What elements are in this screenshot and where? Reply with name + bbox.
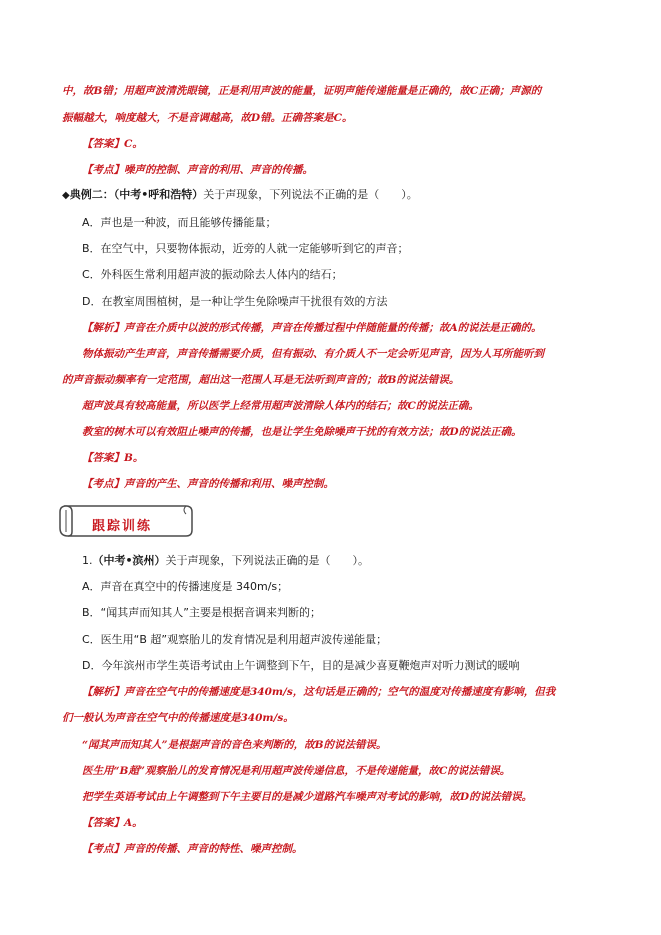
keypoint-label-2: 【考点】声音的产生、声音的传播和利用、噪声控制。 bbox=[82, 478, 334, 490]
example-two-option-c: C．外科医生常利用超声波的振动除去人体内的结石； bbox=[82, 268, 343, 281]
question-one-source: （中考•滨州） bbox=[92, 554, 166, 567]
example-two-analysis-5: 教室的树木可以有效阻止噪声的传播，也是让学生免除噪声干扰的有效方法；故D的说法正确。 bbox=[82, 426, 522, 438]
analysis-continuation-line-1: 中，故B错；用超声波清洗眼镜，正是利用声波的能量，证明声能传递能量是正确的，故C正确；声源的 bbox=[62, 85, 542, 97]
example-two-option-d: D．在教室周围植树，是一种让学生免除噪声干扰很有效的方法 bbox=[82, 295, 388, 308]
example-two-analysis-2: 物体振动产生声音，声音传播需要介质，但有振动、有介质人不一定会听见声音，因为人耳所能听到 bbox=[82, 348, 544, 360]
example-two-analysis-1: 【解析】声音在介质中以波的形式传播，声音在传播过程中伴随能量的传播；故A的说法是正确的。 bbox=[82, 322, 542, 334]
analysis-continuation-line-2: 振幅越大，响度越大，不是音调越高，故D错。正确答案是C。 bbox=[62, 112, 353, 124]
answer-label-3: 【答案】A。 bbox=[82, 817, 143, 829]
example-two-option-b: B．在空气中，只要物体振动，近旁的人就一定能够听到它的声音； bbox=[82, 242, 409, 255]
question-one-heading bbox=[82, 555, 369, 566]
keypoint-label-1: 【考点】噪声的控制、声音的利用、声音的传播。 bbox=[82, 164, 313, 176]
example-two-analysis-3: 的声音振动频率有一定范围，超出这一范围人耳是无法听到声音的；故B的说法错误。 bbox=[62, 374, 460, 386]
question-one-option-a: A．声音在真空中的传播速度是 340m/s； bbox=[82, 580, 289, 593]
question-one-analysis-4: 医生用“B超”观察胎儿的发育情况是利用超声波传递信息，不是传递能量，故C的说法错误。 bbox=[82, 765, 511, 777]
answer-label-1: 【答案】C。 bbox=[82, 138, 143, 150]
question-one-analysis-2: 们一般认为声音在空气中的传播速度是340m/s。 bbox=[62, 712, 294, 724]
question-one-option-d: D．今年滨州市学生英语考试由上午调整到下午，目的是减少喜夏鞭炮声对听力测试的暖响 bbox=[82, 659, 520, 672]
question-one-analysis-1: 【解析】声音在空气中的传播速度是340m/s，这句话是正确的；空气的温度对传播速度有影响，但我 bbox=[82, 686, 556, 698]
section-banner bbox=[58, 502, 196, 538]
example-two-analysis-4: 超声波具有较高能量，所以医学上经常用超声波清除人体内的结石；故C的说法正确。 bbox=[82, 400, 479, 412]
example-two-source: 典例二：（中考•呼和浩特） bbox=[69, 188, 204, 201]
example-two-option-a: A．声也是一种波，而且能够传播能量； bbox=[82, 216, 277, 229]
question-one-option-c: C．医生用“B 超”观察胎儿的发育情况是利用超声波传递能量； bbox=[82, 633, 388, 646]
keypoint-label-3: 【考点】声音的传播、声音的特性、噪声控制。 bbox=[82, 843, 303, 855]
example-two-heading bbox=[62, 189, 418, 201]
section-banner-title: 跟踪训练 bbox=[92, 519, 153, 534]
question-one-analysis-3: “闻其声而知其人”是根据声音的音色来判断的，故B的说法错误。 bbox=[82, 739, 387, 751]
question-one-analysis-5: 把学生英语考试由上午调整到下午主要目的是减少道路汽车噪声对考试的影响，故D的说法错误。 bbox=[82, 791, 533, 803]
diamond-bullet-icon: ◆ bbox=[62, 190, 70, 201]
question-one-text: 关于声现象，下列说法正确的是（ ）。 bbox=[165, 554, 370, 567]
question-one-number: 1. bbox=[82, 554, 93, 567]
question-one-option-b: B．“闻其声而知其人”主要是根据音调来判断的； bbox=[82, 606, 321, 619]
answer-label-2: 【答案】B。 bbox=[82, 452, 144, 464]
example-two-question: 关于声现象，下列说法不正确的是（ ）。 bbox=[203, 188, 418, 201]
